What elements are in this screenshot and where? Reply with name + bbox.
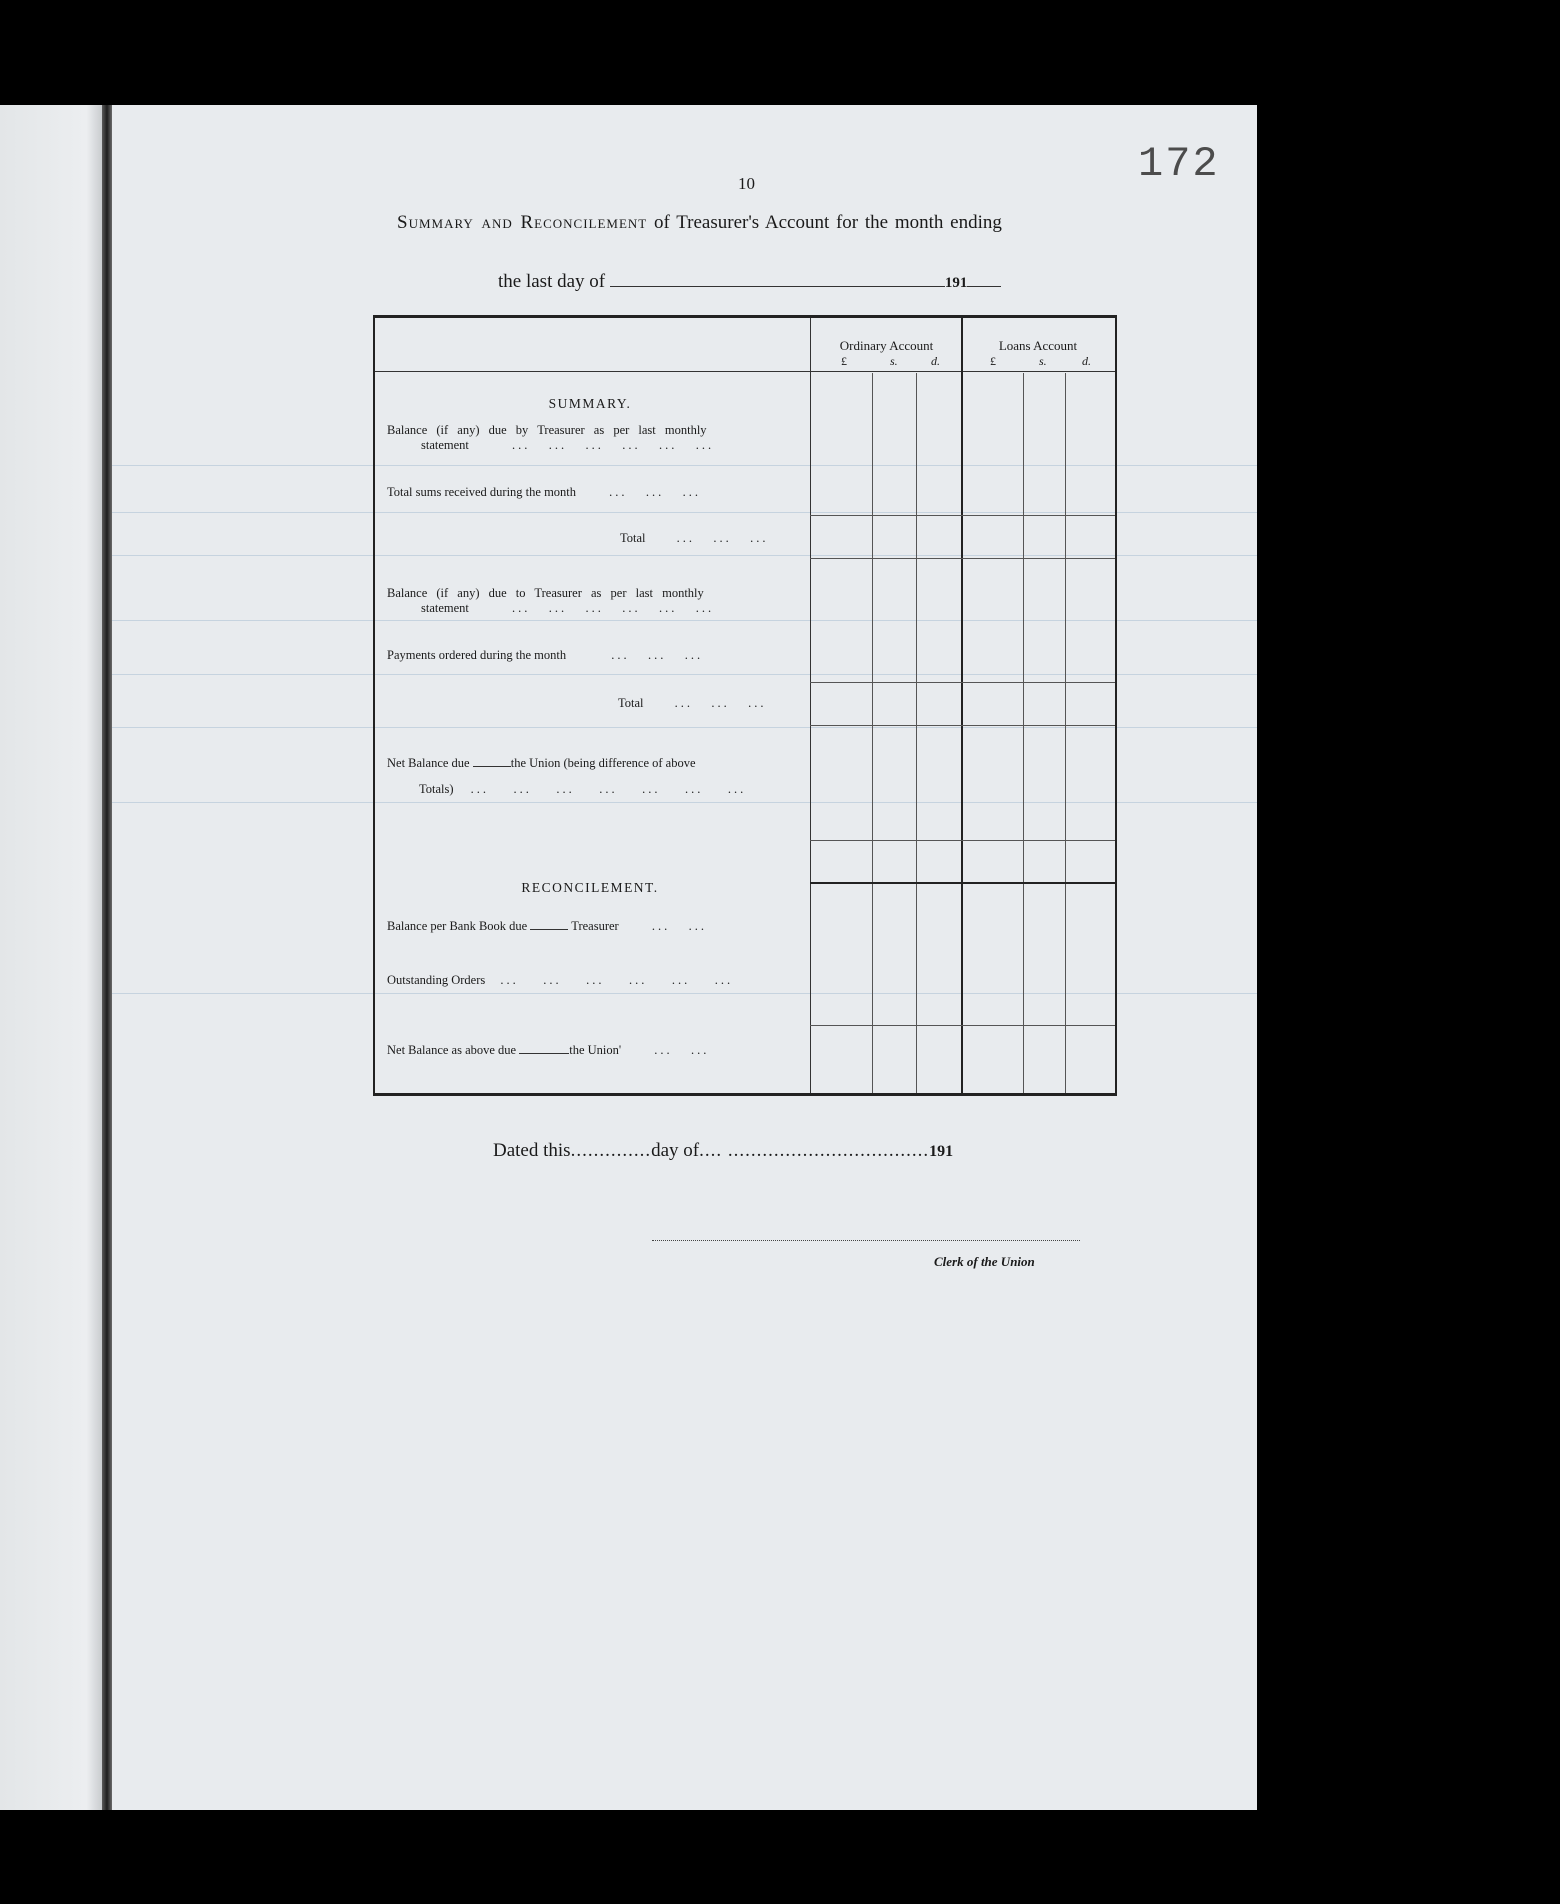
dated-line [493,1140,953,1162]
row-net-balance [387,756,805,771]
ordinary-account-entry-area[interactable] [811,373,961,1091]
leader-dots: ... ... ... ... ... ... [500,973,734,987]
account-form-table [373,315,1117,1096]
header-divider [375,371,1115,372]
dated-label: Dated this [493,1140,571,1161]
book-spine [102,105,112,1810]
row-total-sums-received [387,485,805,500]
row-net-balance-as-above [387,1043,805,1058]
signature-caption: Clerk of the Union [934,1254,1035,1269]
page-title [397,212,1002,234]
left-page-edge [0,105,102,1810]
title-rest: of Treasurer's Account for the month ending [654,212,1002,233]
reconcilement-heading: RECONCILEMENT. [521,880,659,895]
leader-dots: ... ... [654,1043,710,1057]
row-total-1 [620,531,1038,546]
pence-symbol: d. [1082,354,1091,368]
leader-dots: ... ... [651,919,707,933]
row-balance-due-by-treasurer-cont [421,438,839,453]
row-label: the Union' [569,1043,622,1057]
row-label: Payments ordered during the month [387,648,567,662]
row-label: Total sums received during the month [387,485,577,499]
signature-line[interactable] [652,1240,1080,1241]
month-blank[interactable]: .... ................................... [699,1140,930,1161]
row-total-2 [618,696,1036,711]
row-label: the Union (being difference of above [510,756,696,770]
row-label: Total [618,696,644,710]
fill-blank[interactable] [530,919,568,930]
pound-symbol: £ [841,354,847,368]
shillings-symbol: s. [890,354,898,368]
day-of-label: day of [651,1140,700,1161]
subtitle-year: 191 [944,275,968,291]
pound-symbol: £ [990,354,996,368]
day-blank[interactable]: .............. [570,1140,652,1161]
row-outstanding-orders [387,973,805,988]
row-label: Balance (if any) due to Treasurer as per last monthly [387,586,704,600]
leader-dots: ... ... ... ... ... ... [512,601,715,615]
row-bank-book-balance [387,919,805,934]
fill-blank[interactable] [519,1043,569,1054]
row-label: Net Balance as above due [387,1043,517,1057]
page-number: 10 [738,174,755,193]
leader-dots: ... ... ... [674,696,767,710]
row-label: Outstanding Orders [387,973,486,987]
subtitle-prefix: the last day of [498,271,606,292]
row-balance-due-to-treasurer [387,586,805,601]
header-ordinary-account: Ordinary Account [839,338,934,353]
leader-dots: ... ... ... [609,485,702,499]
row-label: Balance per Bank Book due [387,919,528,933]
fill-blank[interactable] [473,756,511,767]
leader-dots: ... ... ... ... ... ... [512,438,715,452]
row-label: statement [421,601,469,615]
shillings-symbol: s. [1039,354,1047,368]
row-net-balance-cont [419,782,837,797]
date-blank[interactable] [610,272,945,287]
loans-account-entry-area[interactable] [963,373,1113,1091]
leader-dots: ... ... ... ... ... ... ... [470,782,747,796]
header-loans-account: Loans Account [998,338,1078,353]
leader-dots: ... ... ... [611,648,704,662]
year-blank[interactable] [967,272,1001,287]
row-label: Balance (if any) due by Treasurer as per last monthly [387,423,707,437]
dated-year: 191 [929,1143,954,1160]
folio-stamp: 172 [1138,140,1220,188]
pence-symbol: d. [931,354,940,368]
row-label: Net Balance due [387,756,470,770]
summary-heading: SUMMARY. [548,396,632,411]
row-label: Total [620,531,646,545]
title-small-caps: Summary and Reconcilement [397,212,648,233]
row-label: Treasurer [571,919,619,933]
leader-dots: ... ... ... [676,531,769,545]
page-subtitle [498,271,1001,293]
row-balance-due-by-treasurer [387,423,807,438]
row-label: Totals) [419,782,454,796]
row-balance-due-to-treasurer-cont [421,601,839,616]
row-payments-ordered [387,648,805,663]
row-label: statement [421,438,469,452]
